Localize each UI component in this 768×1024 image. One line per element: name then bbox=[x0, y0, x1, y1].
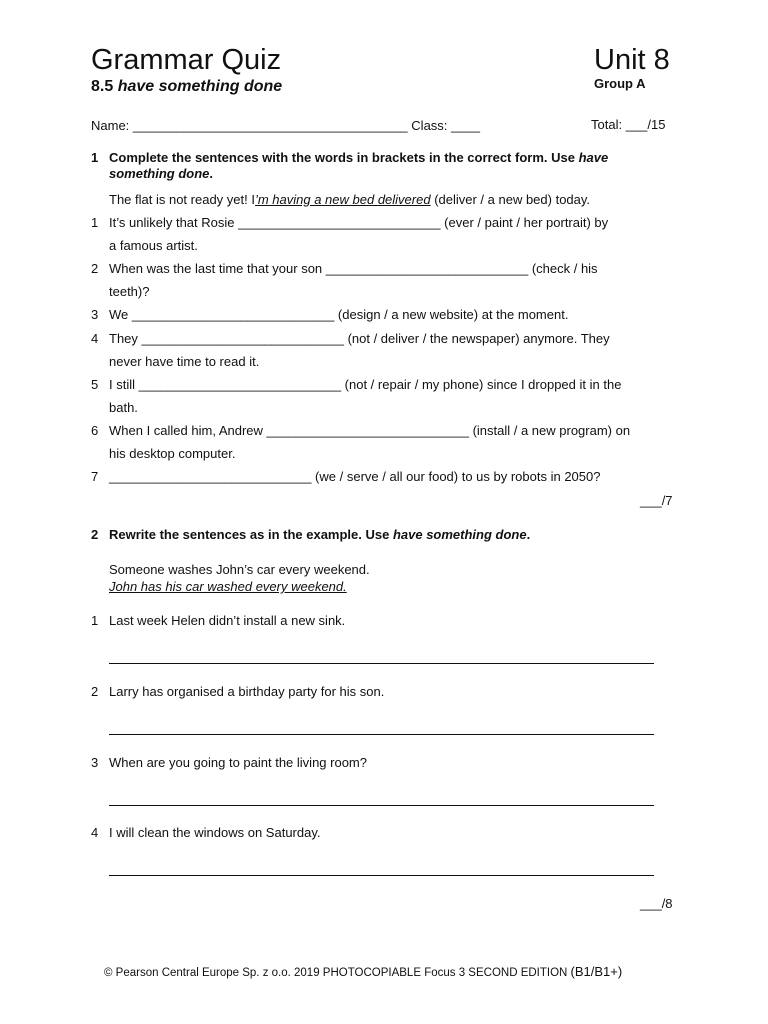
ex1-item-6-line2: his desktop computer. bbox=[109, 446, 236, 461]
ex1-item-5-number: 5 bbox=[91, 377, 99, 392]
class-label: Class: bbox=[411, 118, 448, 133]
quiz-subtitle bbox=[91, 77, 282, 97]
ex2-item-1-text: Last week Helen didn’t install a new sink. bbox=[109, 613, 346, 628]
ex2-item-4-text: I will clean the windows on Saturday. bbox=[109, 825, 321, 840]
ex1-item-2-number: 2 bbox=[91, 261, 99, 276]
ex1-item-3-number: 3 bbox=[91, 307, 99, 322]
ex2-item-2-answer-line[interactable] bbox=[109, 734, 654, 735]
example-answer: ’m having a new bed delivered bbox=[254, 192, 431, 207]
quiz-title: Grammar Quiz bbox=[91, 44, 282, 76]
exercise2-example-question: Someone washes John’s car every weekend. bbox=[109, 562, 370, 577]
ex1-item-5-line2: bath. bbox=[109, 400, 138, 415]
ex1-item-4-line1: They ____________________________ (not / deliver / the newspaper) anymore. They bbox=[109, 331, 610, 346]
exercise1-instruction: Complete the sentences with the words in brackets in the correct form. Use have something done. bbox=[109, 150, 609, 181]
ex2-item-2-text: Larry has organised a birthday party for his son. bbox=[109, 684, 385, 699]
ex1-item-1-number: 1 bbox=[91, 215, 99, 230]
ex2-item-4-answer-line[interactable] bbox=[109, 875, 654, 876]
ex1-item-1-line1: It’s unlikely that Rosie ____________________________ (ever / paint / her portrait) by bbox=[109, 215, 609, 230]
ex1-item-4-line2: never have time to read it. bbox=[109, 354, 260, 369]
ex1-item-7-number: 7 bbox=[91, 469, 99, 484]
footer-level: (B1/B1+) bbox=[570, 964, 623, 979]
total-score bbox=[591, 117, 665, 132]
name-class-line bbox=[91, 118, 480, 133]
ex2-item-3-number: 3 bbox=[91, 755, 99, 770]
name-blank[interactable]: ______________________________________ bbox=[132, 118, 408, 133]
ex1-item-2-line2: teeth)? bbox=[109, 284, 150, 299]
ex2-item-3-answer-line[interactable] bbox=[109, 805, 654, 806]
ex1-item-1-line2: a famous artist. bbox=[109, 238, 198, 253]
ex2-item-2-number: 2 bbox=[91, 684, 99, 699]
ex1-item-2-line1: When was the last time that your son ____________________________ (check / his bbox=[109, 261, 598, 276]
ex1-item-6-number: 6 bbox=[91, 423, 99, 438]
ex1-item-3-line1: We ____________________________ (design / a new website) at the moment. bbox=[109, 307, 569, 322]
ex2-item-1-answer-line[interactable] bbox=[109, 663, 654, 664]
group-label: Group A bbox=[594, 76, 646, 91]
exercise2-instruction: Rewrite the sentences as in the example. Use have something done. bbox=[109, 527, 531, 542]
total-label: Total: bbox=[591, 117, 623, 132]
class-blank[interactable]: ____ bbox=[451, 118, 480, 133]
ex1-item-4-number: 4 bbox=[91, 331, 99, 346]
total-blank[interactable]: ___/15 bbox=[625, 117, 666, 132]
subtitle-number: 8.5 bbox=[91, 78, 114, 95]
footer-copyright: © Pearson Central Europe Sp. z o.o. 2019 PHOTOCOPIABLE Focus 3 SECOND EDITION bbox=[104, 967, 568, 979]
exercise1-example: The flat is not ready yet! I’m having a new bed delivered (deliver / a new bed) today. bbox=[109, 192, 591, 207]
footer bbox=[104, 964, 622, 979]
unit-label: Unit 8 bbox=[594, 44, 670, 76]
exercise2-number: 2 bbox=[91, 527, 99, 542]
ex2-item-3-text: When are you going to paint the living room? bbox=[109, 755, 367, 770]
ex2-item-1-number: 1 bbox=[91, 613, 99, 628]
ex1-item-6-line1: When I called him, Andrew ____________________________ (install / a new program) on bbox=[109, 423, 631, 438]
ex1-item-7-line1: ____________________________ (we / serve / all our food) to us by robots in 2050? bbox=[109, 469, 601, 484]
exercise1-number: 1 bbox=[91, 150, 99, 165]
ex2-item-4-number: 4 bbox=[91, 825, 99, 840]
name-label: Name: bbox=[91, 118, 130, 133]
ex1-item-5-line1: I still ____________________________ (not / repair / my phone) since I dropped it in the bbox=[109, 377, 622, 392]
subtitle-topic: have something done bbox=[117, 78, 283, 95]
exercise2-example-answer: John has his car washed every weekend. bbox=[109, 579, 347, 594]
exercise1-score[interactable]: ___/7 bbox=[640, 493, 673, 508]
exercise2-score[interactable]: ___/8 bbox=[640, 896, 673, 911]
